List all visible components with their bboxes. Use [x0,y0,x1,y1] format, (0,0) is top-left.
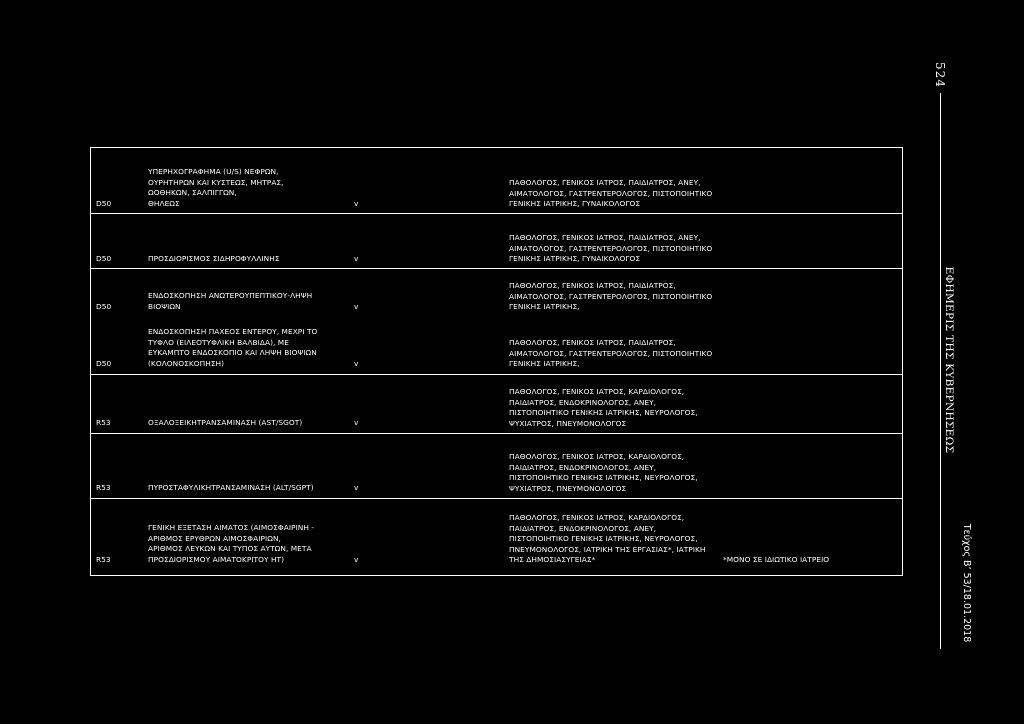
row-code: R53 [96,555,111,564]
row-mark: v [354,359,359,368]
row-mark: v [354,555,359,564]
row-specialties: ΠΑΘΟΛΟΓΟΣ, ΓΕΝΙΚΟΣ ΙΑΤΡΟΣ, ΠΑΙΔΙΑΤΡΟΣ, ΑΝΕΥ, ΑΙΜΑΤΟΛΟΓΟΣ, ΓΑΣΤΡΕΝΤΕΡΟΛΟΓΟΣ, ΠΙΣΤΟΠΟΙΗΤΙΚΟ ΓΕΝΙΚΗΣ ΙΑΤΡΙΚΗΣ, ΓΥΝΑΙΚΟΛΟΓΟΣ [509,233,713,263]
table-row [91,498,902,577]
table-row [91,316,902,374]
row-note: *ΜΟΝΟ ΣΕ ΙΔΙΩΤΙΚΟ ΙΑΤΡΕΙΟ [723,555,830,564]
row-description: ΓΕΝΙΚΗ ΕΞΕΤΑΣΗ ΑΙΜΑΤΟΣ (ΑΙΜΟΣΦΑΙΡΙΝΗ - ΑΡΙΘΜΟΣ ΕΡΥΘΡΩΝ ΑΙΜΟΣΦΑΙΡΙΩΝ, ΑΡΙΘΜΟΣ ΛΕΥΚΩΝ ΚΑΙ ΤΥΠΟΣ ΑΥΤΩΝ, ΜΕΤΑ ΠΡΟΣΔΙΟΡΙΣΜΟΥ ΑΙΜΑΤΟΚΡΙΤΟΥ ΗΤ) [148,523,315,564]
row-description: ΕΝΔΟΣΚΟΠΗΣΗ ΑΝΩΤΕΡΟΥΠΕΠΤΙΚΟΥ-ΛΗΨΗ ΒΙΟΨΙΩΝ [148,291,313,311]
row-specialties: ΠΑΘΟΛΟΓΟΣ, ΓΕΝΙΚΟΣ ΙΑΤΡΟΣ, ΠΑΙΔΙΑΤΡΟΣ, ΑΙΜΑΤΟΛΟΓΟΣ, ΓΑΣΤΡΕΝΤΕΡΟΛΟΓΟΣ, ΠΙΣΤΟΠΟΙΗΤΙΚΟ ΓΕΝΙΚΗΣ ΙΑΤΡΙΚΗΣ, [509,281,713,311]
row-specialties: ΠΑΘΟΛΟΓΟΣ, ΓΕΝΙΚΟΣ ΙΑΤΡΟΣ, ΠΑΙΔΙΑΤΡΟΣ, ΑΝΕΥ, ΑΙΜΑΤΟΛΟΓΟΣ, ΓΑΣΤΡΕΝΤΕΡΟΛΟΓΟΣ, ΠΙΣΤΟΠΟΙΗΤΙΚΟ ΓΕΝΙΚΗΣ ΙΑΤΡΙΚΗΣ, ΓΥΝΑΙΚΟΛΟΓΟΣ [509,178,713,208]
row-description: ΟΞΑΛΟΞΕΙΚΗΤΡΑΝΣΑΜΙΝΑΣΗ (AST/SGOT) [148,418,303,427]
row-specialties: ΠΑΘΟΛΟΓΟΣ, ΓΕΝΙΚΟΣ ΙΑΤΡΟΣ, ΚΑΡΔΙΟΛΟΓΟΣ, ΠΑΙΔΙΑΤΡΟΣ, ΕΝΔΟΚΡΙΝΟΛΟΓΟΣ, ΑΝΕΥ, ΠΙΣΤΟΠΟΙΗΤΙΚΟ ΓΕΝΙΚΗΣ ΙΑΤΡΙΚΗΣ, ΝΕΥΡΟΛΟΓΟΣ, ΠΝΕΥΜΟΝΟΛΟΓΟΣ, ΙΑΤΡΙΚΗ ΤΗΣ ΕΡΓΑΣΙΑΣ*, ΙΑΤΡΙΚΗ ΤΗΣ ΔΗΜΟΣΙΑΣΥΓΕΙΑΣ* [509,513,706,564]
row-mark: v [354,199,359,208]
row-code: R53 [96,483,111,492]
row-code: D50 [96,359,112,368]
gazette-title: ΕΦΗΜΕΡΙΣ ΤΗΣ ΚΥΒΕΡΝΗΣΕΩΣ [943,266,955,454]
procedure-table [90,147,903,576]
row-code: D50 [96,302,112,311]
row-specialties: ΠΑΘΟΛΟΓΟΣ, ΓΕΝΙΚΟΣ ΙΑΤΡΟΣ, ΚΑΡΔΙΟΛΟΓΟΣ, ΠΑΙΔΙΑΤΡΟΣ, ΕΝΔΟΚΡΙΝΟΛΟΓΟΣ, ΑΝΕΥ, ΠΙΣΤΟΠΟΙΗΤΙΚΟ ΓΕΝΙΚΗΣ ΙΑΤΡΙΚΗΣ, ΝΕΥΡΟΛΟΓΟΣ, ΨΥΧΙΑΤΡΟΣ, ΠΝΕΥΜΟΝΟΛΟΓΟΣ [509,452,698,493]
row-description: ΠΡΟΣΔΙΟΡΙΣΜΟΣ ΣΙΔΗΡΟΦΥΛΛΙΝΗΣ [148,254,280,263]
row-code: D50 [96,199,112,208]
issue-info: Τεύχος Β’ 53/18.01.2018 [961,523,972,643]
row-description: ΠΥΡΟΣΤΑΦΥΛΙΚΗΤΡΑΝΣΑΜΙΝΑΣΗ (ALT/SGPT) [148,483,314,492]
row-mark: v [354,483,359,492]
table-row [91,148,902,213]
row-mark: v [354,302,359,311]
page-number: 524 [933,62,947,88]
table-row [91,433,902,498]
row-code: D50 [96,254,112,263]
row-specialties: ΠΑΘΟΛΟΓΟΣ, ΓΕΝΙΚΟΣ ΙΑΤΡΟΣ, ΠΑΙΔΙΑΤΡΟΣ, ΑΙΜΑΤΟΛΟΓΟΣ, ΓΑΣΤΡΕΝΤΕΡΟΛΟΓΟΣ, ΠΙΣΤΟΠΟΙΗΤΙΚΟ ΓΕΝΙΚΗΣ ΙΑΤΡΙΚΗΣ, [509,338,713,368]
row-code: R53 [96,418,111,427]
table-row [91,268,902,316]
row-mark: v [354,418,359,427]
table-row [91,213,902,268]
row-mark: v [354,254,359,263]
row-specialties: ΠΑΘΟΛΟΓΟΣ, ΓΕΝΙΚΟΣ ΙΑΤΡΟΣ, ΚΑΡΔΙΟΛΟΓΟΣ, ΠΑΙΔΙΑΤΡΟΣ, ΕΝΔΟΚΡΙΝΟΛΟΓΟΣ, ΑΝΕΥ, ΠΙΣΤΟΠΟΙΗΤΙΚΟ ΓΕΝΙΚΗΣ ΙΑΤΡΙΚΗΣ, ΝΕΥΡΟΛΟΓΟΣ, ΨΥΧΙΑΤΡΟΣ, ΠΝΕΥΜΟΝΟΛΟΓΟΣ [509,387,698,428]
row-description: ΕΝΔΟΣΚΟΠΗΣΗ ΠΑΧΕΟΣ ΕΝΤΕΡΟΥ, ΜΕΧΡΙ ΤΟ ΤΥΦΛΟ (ΕΙΛΕΟΤΥΦΛΙΚΗ ΒΑΛΒΙΔΑ), ΜΕ ΕΥΚΑΜΠΤΟ ΕΝΔΟΣΚΟΠΙΟ ΚΑΙ ΛΗΨΗ ΒΙΟΨΙΩΝ (ΚΟΛΟΝΟΣΚΟΠΗΣΗ) [148,327,318,368]
row-description: ΥΠΕΡΗΧΟΓΡΑΦΗΜΑ (U/S) ΝΕΦΡΩΝ, ΟΥΡΗΤΗΡΩΝ ΚΑΙ ΚΥΣΤΕΩΣ, ΜΗΤΡΑΣ, ΩΟΘΗΚΩΝ, ΣΑΛΠΙΓΓΩΝ, ΘΗΛΕΩΣ [148,167,284,208]
table-row [91,374,902,433]
